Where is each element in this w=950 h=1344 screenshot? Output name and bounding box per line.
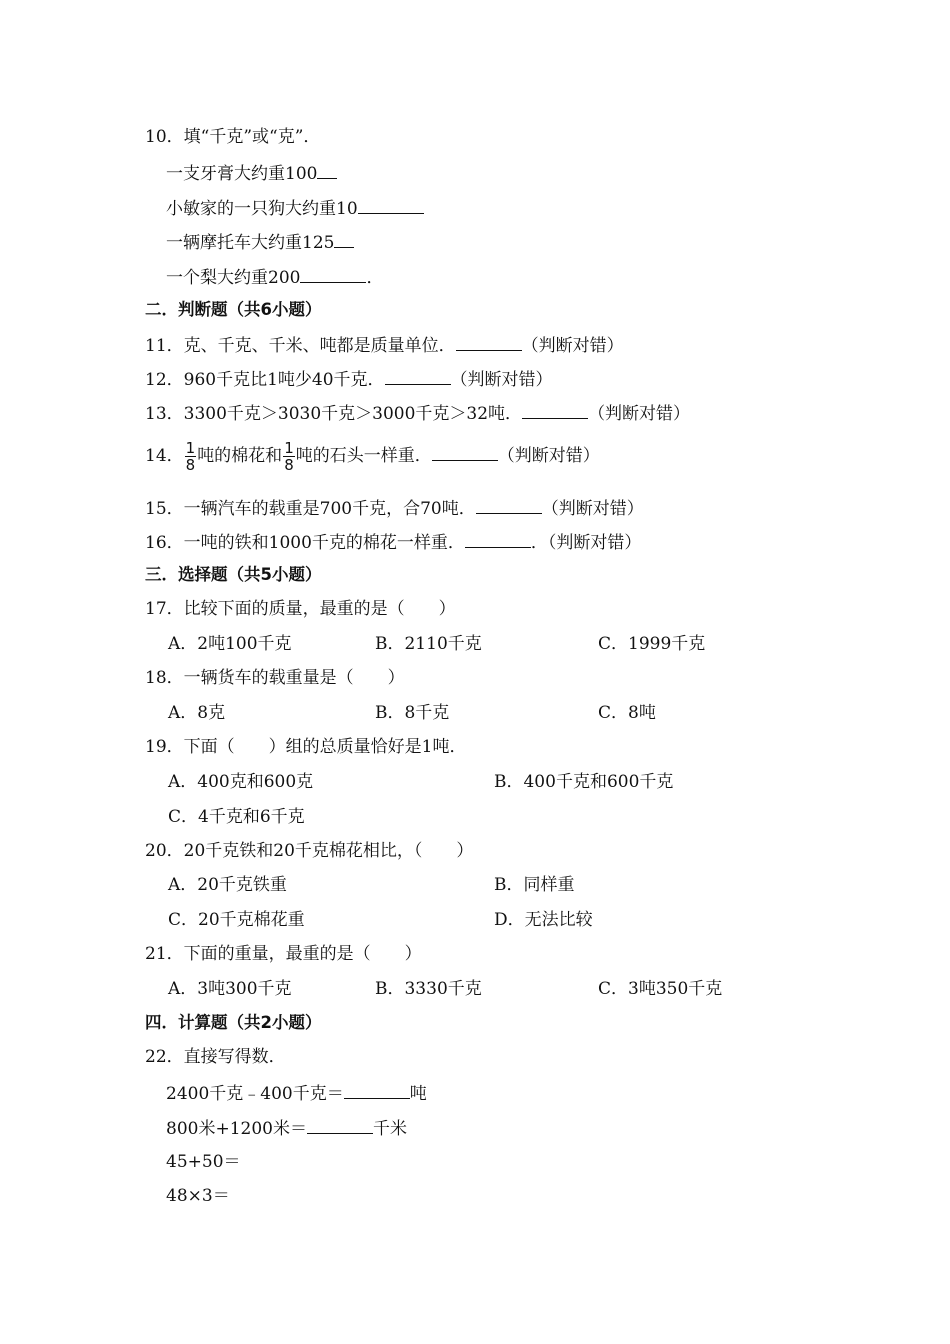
q22-line-2-unit: 千米 <box>372 1119 407 1139</box>
answer-blank[interactable] <box>317 161 337 179</box>
q10-item-4-text: 一个梨大约重200 <box>166 268 301 288</box>
q22-line-3: 45+50＝ <box>166 1152 241 1172</box>
q13-text: 13．3300千克＞3030千克＞3000千克＞32吨． <box>145 404 523 424</box>
fraction-one-eighth <box>283 440 295 473</box>
answer-blank[interactable] <box>385 367 451 385</box>
section-3-title: 三．选择题（共5小题） <box>145 565 322 584</box>
q16-mid: ． <box>530 533 548 553</box>
q21-option-c[interactable]: C．3吨350千克 <box>598 979 723 999</box>
q21-option-a[interactable]: A．3吨300千克 <box>168 979 292 999</box>
q16-text: 16．一吨的铁和1000千克的棉花一样重． <box>145 533 465 553</box>
q17-option-a[interactable]: A．2吨100千克 <box>168 634 292 654</box>
answer-blank[interactable] <box>344 1081 410 1099</box>
q10-item-4 <box>166 265 383 289</box>
q19-option-c[interactable]: C．4千克和6千克 <box>168 807 305 827</box>
q16-tail: （判断对错） <box>547 533 642 553</box>
q12-tail: （判断对错） <box>450 370 553 390</box>
q14-tail: （判断对错） <box>497 446 600 466</box>
q13 <box>145 401 690 425</box>
q20-option-c[interactable]: C．20千克棉花重 <box>168 910 305 930</box>
q22-line-1-text: 2400千克﹣400千克＝ <box>166 1084 344 1104</box>
answer-blank[interactable] <box>307 1116 373 1134</box>
q22-line-1-unit: 吨 <box>409 1084 427 1104</box>
q22-line-2-text: 800米+1200米＝ <box>166 1119 307 1139</box>
q21-text: 21．下面的重量，最重的是（ ） <box>145 944 422 964</box>
fraction-numerator: 1 <box>284 439 294 457</box>
q10-title: 10．填“千克”或“克”． <box>145 127 321 147</box>
q22-text: 22．直接写得数． <box>145 1047 286 1067</box>
q11 <box>145 333 624 357</box>
q20-option-b[interactable]: B．同样重 <box>494 875 575 895</box>
q15 <box>145 496 644 520</box>
q17-option-c[interactable]: C．1999千克 <box>598 634 706 654</box>
q10-item-1 <box>166 161 337 185</box>
answer-blank[interactable] <box>476 496 542 514</box>
answer-blank[interactable] <box>300 265 366 283</box>
q11-tail: （判断对错） <box>521 336 624 356</box>
q21-option-b[interactable]: B．3330千克 <box>375 979 482 999</box>
q17-text: 17．比较下面的质量，最重的是（ ） <box>145 599 456 619</box>
q14-mid2: 吨的石头一样重． <box>295 446 432 466</box>
q14-mid1: 吨的棉花和 <box>197 446 283 466</box>
section-4-title: 四．计算题（共2小题） <box>145 1013 322 1032</box>
q22-line-1 <box>166 1081 427 1105</box>
q18-option-c[interactable]: C．8吨 <box>598 703 656 723</box>
q11-text: 11．克、千克、千米、吨都是质量单位． <box>145 336 456 356</box>
q15-text: 15．一辆汽车的载重是700千克，合70吨． <box>145 499 476 519</box>
answer-blank[interactable] <box>522 401 588 419</box>
fraction-denominator: 8 <box>284 456 294 474</box>
answer-blank[interactable] <box>358 196 424 214</box>
q10-item-2 <box>166 196 424 220</box>
q10-item-3 <box>166 230 354 254</box>
q17-option-b[interactable]: B．2110千克 <box>375 634 482 654</box>
q12-text: 12．960千克比1吨少40千克． <box>145 370 385 390</box>
q19-option-b[interactable]: B．400千克和600千克 <box>494 772 674 792</box>
q19-text: 19．下面（ ）组的总质量恰好是1吨． <box>145 737 467 757</box>
q22-line-4: 48×3＝ <box>166 1186 230 1206</box>
q14 <box>145 437 600 475</box>
q12 <box>145 367 553 391</box>
q19-option-a[interactable]: A．400克和600克 <box>168 772 314 792</box>
answer-blank[interactable] <box>456 333 522 351</box>
q14-prefix: 14． <box>145 446 184 466</box>
q10-item-3-text: 一辆摩托车大约重125 <box>166 233 335 253</box>
q15-tail: （判断对错） <box>541 499 644 519</box>
q16 <box>145 530 641 554</box>
answer-blank[interactable] <box>465 530 531 548</box>
q20-option-d[interactable]: D．无法比较 <box>494 910 593 930</box>
q20-option-a[interactable]: A．20千克铁重 <box>168 875 287 895</box>
fraction-one-eighth <box>185 440 197 473</box>
fraction-numerator: 1 <box>185 439 196 457</box>
q18-text: 18．一辆货车的载重量是（ ） <box>145 668 405 688</box>
section-2-title: 二．判断题（共6小题） <box>145 300 322 319</box>
fraction-denominator: 8 <box>185 456 196 474</box>
q10-item-4-suffix: ． <box>366 268 384 288</box>
q10-item-2-text: 小敏家的一只狗大约重10 <box>166 199 358 219</box>
answer-blank[interactable] <box>432 443 498 461</box>
q13-tail: （判断对错） <box>588 404 691 424</box>
q20-text: 20．20千克铁和20千克棉花相比，（ ） <box>145 841 474 861</box>
q18-option-b[interactable]: B．8千克 <box>375 703 450 723</box>
q10-item-1-text: 一支牙膏大约重100 <box>166 164 318 184</box>
q22-line-2 <box>166 1116 407 1140</box>
q18-option-a[interactable]: A．8克 <box>168 703 226 723</box>
answer-blank[interactable] <box>334 230 354 248</box>
